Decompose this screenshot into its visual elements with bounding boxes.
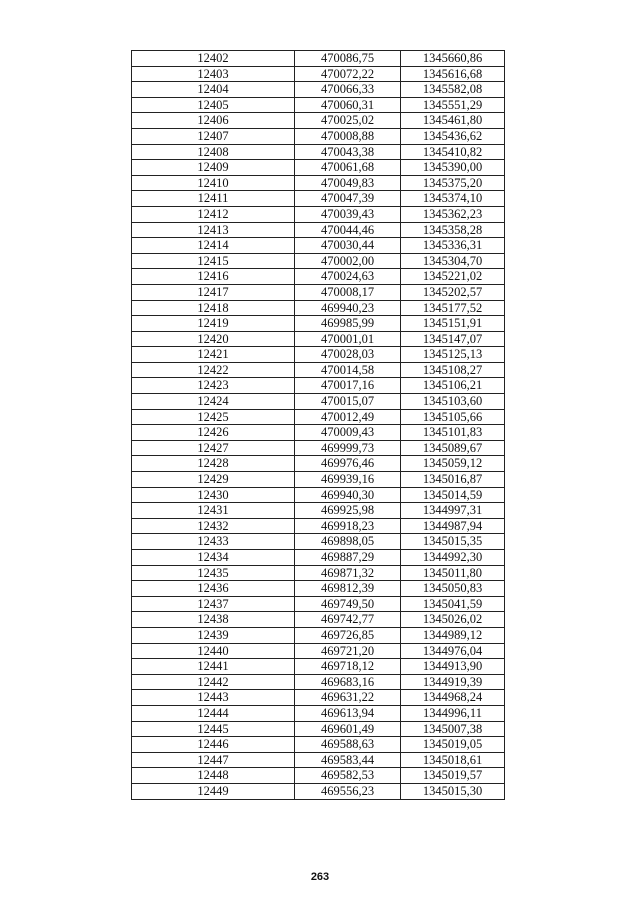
point-number-cell: 12402 [132, 51, 295, 67]
x-coordinate-cell: 470017,16 [295, 378, 401, 394]
x-coordinate-cell: 469749,50 [295, 596, 401, 612]
x-coordinate-cell: 469631,22 [295, 690, 401, 706]
x-coordinate-cell: 470060,31 [295, 97, 401, 113]
table-row [132, 97, 505, 113]
y-coordinate-cell: 1344913,90 [401, 659, 505, 675]
table-row [132, 690, 505, 706]
table-row [132, 768, 505, 784]
x-coordinate-cell: 470015,07 [295, 394, 401, 410]
x-coordinate-cell: 470049,83 [295, 175, 401, 191]
point-number-cell: 12424 [132, 394, 295, 410]
point-number-cell: 12445 [132, 721, 295, 737]
coordinates-table-body [132, 51, 505, 800]
point-number-cell: 12415 [132, 253, 295, 269]
x-coordinate-cell: 469742,77 [295, 612, 401, 628]
point-number-cell: 12427 [132, 440, 295, 456]
x-coordinate-cell: 469683,16 [295, 674, 401, 690]
point-number-cell: 12433 [132, 534, 295, 550]
point-number-cell: 12428 [132, 456, 295, 472]
point-number-cell: 12430 [132, 487, 295, 503]
table-row [132, 783, 505, 799]
point-number-cell: 12432 [132, 518, 295, 534]
point-number-cell: 12443 [132, 690, 295, 706]
y-coordinate-cell: 1345015,30 [401, 783, 505, 799]
y-coordinate-cell: 1345019,05 [401, 737, 505, 753]
table-row [132, 160, 505, 176]
y-coordinate-cell: 1344987,94 [401, 518, 505, 534]
table-row [132, 705, 505, 721]
y-coordinate-cell: 1345014,59 [401, 487, 505, 503]
point-number-cell: 12422 [132, 362, 295, 378]
x-coordinate-cell: 470001,01 [295, 331, 401, 347]
x-coordinate-cell: 469940,30 [295, 487, 401, 503]
x-coordinate-cell: 469925,98 [295, 503, 401, 519]
y-coordinate-cell: 1344968,24 [401, 690, 505, 706]
point-number-cell: 12414 [132, 238, 295, 254]
table-row [132, 253, 505, 269]
point-number-cell: 12404 [132, 82, 295, 98]
point-number-cell: 12440 [132, 643, 295, 659]
point-number-cell: 12435 [132, 565, 295, 581]
y-coordinate-cell: 1345436,62 [401, 128, 505, 144]
y-coordinate-cell: 1345016,87 [401, 472, 505, 488]
y-coordinate-cell: 1345336,31 [401, 238, 505, 254]
table-row [132, 394, 505, 410]
x-coordinate-cell: 470024,63 [295, 269, 401, 285]
point-number-cell: 12429 [132, 472, 295, 488]
y-coordinate-cell: 1345015,35 [401, 534, 505, 550]
page-number: 263 [310, 871, 330, 883]
x-coordinate-cell: 469601,49 [295, 721, 401, 737]
x-coordinate-cell: 469887,29 [295, 550, 401, 566]
point-number-cell: 12419 [132, 316, 295, 332]
table-row [132, 581, 505, 597]
point-number-cell: 12438 [132, 612, 295, 628]
y-coordinate-cell: 1345105,66 [401, 409, 505, 425]
x-coordinate-cell: 470061,68 [295, 160, 401, 176]
x-coordinate-cell: 470039,43 [295, 206, 401, 222]
coordinates-table [131, 50, 505, 800]
table-row [132, 721, 505, 737]
table-row [132, 503, 505, 519]
y-coordinate-cell: 1344976,04 [401, 643, 505, 659]
table-row [132, 534, 505, 550]
x-coordinate-cell: 469898,05 [295, 534, 401, 550]
point-number-cell: 12403 [132, 66, 295, 82]
y-coordinate-cell: 1345089,67 [401, 440, 505, 456]
y-coordinate-cell: 1345551,29 [401, 97, 505, 113]
y-coordinate-cell: 1345106,21 [401, 378, 505, 394]
table-row [132, 409, 505, 425]
table-row [132, 596, 505, 612]
x-coordinate-cell: 470086,75 [295, 51, 401, 67]
point-number-cell: 12447 [132, 752, 295, 768]
y-coordinate-cell: 1344919,39 [401, 674, 505, 690]
y-coordinate-cell: 1345103,60 [401, 394, 505, 410]
table-row [132, 378, 505, 394]
table-row [132, 752, 505, 768]
y-coordinate-cell: 1344997,31 [401, 503, 505, 519]
table-row [132, 51, 505, 67]
x-coordinate-cell: 470066,33 [295, 82, 401, 98]
table-row [132, 331, 505, 347]
table-row [132, 222, 505, 238]
x-coordinate-cell: 469976,46 [295, 456, 401, 472]
x-coordinate-cell: 470002,00 [295, 253, 401, 269]
x-coordinate-cell: 469812,39 [295, 581, 401, 597]
x-coordinate-cell: 470012,49 [295, 409, 401, 425]
table-row [132, 238, 505, 254]
y-coordinate-cell: 1345125,13 [401, 347, 505, 363]
y-coordinate-cell: 1345177,52 [401, 300, 505, 316]
point-number-cell: 12410 [132, 175, 295, 191]
table-row [132, 612, 505, 628]
x-coordinate-cell: 470030,44 [295, 238, 401, 254]
x-coordinate-cell: 469583,44 [295, 752, 401, 768]
y-coordinate-cell: 1345202,57 [401, 284, 505, 300]
point-number-cell: 12434 [132, 550, 295, 566]
table-row [132, 456, 505, 472]
y-coordinate-cell: 1345390,00 [401, 160, 505, 176]
table-row [132, 300, 505, 316]
x-coordinate-cell: 469999,73 [295, 440, 401, 456]
table-row [132, 550, 505, 566]
y-coordinate-cell: 1345221,02 [401, 269, 505, 285]
point-number-cell: 12431 [132, 503, 295, 519]
point-number-cell: 12411 [132, 191, 295, 207]
table-row [132, 518, 505, 534]
point-number-cell: 12449 [132, 783, 295, 799]
x-coordinate-cell: 470025,02 [295, 113, 401, 129]
point-number-cell: 12409 [132, 160, 295, 176]
x-coordinate-cell: 470043,38 [295, 144, 401, 160]
table-row [132, 674, 505, 690]
point-number-cell: 12418 [132, 300, 295, 316]
y-coordinate-cell: 1345147,07 [401, 331, 505, 347]
x-coordinate-cell: 470044,46 [295, 222, 401, 238]
y-coordinate-cell: 1344996,11 [401, 705, 505, 721]
table-row [132, 362, 505, 378]
table-row [132, 128, 505, 144]
table-row [132, 144, 505, 160]
x-coordinate-cell: 469940,23 [295, 300, 401, 316]
point-number-cell: 12446 [132, 737, 295, 753]
table-row [132, 175, 505, 191]
table-row [132, 659, 505, 675]
point-number-cell: 12441 [132, 659, 295, 675]
point-number-cell: 12448 [132, 768, 295, 784]
y-coordinate-cell: 1345582,08 [401, 82, 505, 98]
x-coordinate-cell: 469871,32 [295, 565, 401, 581]
y-coordinate-cell: 1345362,23 [401, 206, 505, 222]
table-row [132, 269, 505, 285]
y-coordinate-cell: 1345151,91 [401, 316, 505, 332]
point-number-cell: 12442 [132, 674, 295, 690]
table-row [132, 284, 505, 300]
table-row [132, 347, 505, 363]
x-coordinate-cell: 469582,53 [295, 768, 401, 784]
point-number-cell: 12437 [132, 596, 295, 612]
y-coordinate-cell: 1345026,02 [401, 612, 505, 628]
y-coordinate-cell: 1344989,12 [401, 627, 505, 643]
x-coordinate-cell: 469613,94 [295, 705, 401, 721]
point-number-cell: 12408 [132, 144, 295, 160]
x-coordinate-cell: 470047,39 [295, 191, 401, 207]
table-row [132, 191, 505, 207]
y-coordinate-cell: 1345616,68 [401, 66, 505, 82]
point-number-cell: 12416 [132, 269, 295, 285]
y-coordinate-cell: 1345660,86 [401, 51, 505, 67]
x-coordinate-cell: 469726,85 [295, 627, 401, 643]
point-number-cell: 12406 [132, 113, 295, 129]
point-number-cell: 12436 [132, 581, 295, 597]
y-coordinate-cell: 1345304,70 [401, 253, 505, 269]
table-row [132, 82, 505, 98]
point-number-cell: 12426 [132, 425, 295, 441]
y-coordinate-cell: 1345375,20 [401, 175, 505, 191]
x-coordinate-cell: 469588,63 [295, 737, 401, 753]
y-coordinate-cell: 1345374,10 [401, 191, 505, 207]
point-number-cell: 12417 [132, 284, 295, 300]
table-row [132, 737, 505, 753]
table-row [132, 643, 505, 659]
table-row [132, 66, 505, 82]
x-coordinate-cell: 469918,23 [295, 518, 401, 534]
y-coordinate-cell: 1345059,12 [401, 456, 505, 472]
x-coordinate-cell: 470028,03 [295, 347, 401, 363]
y-coordinate-cell: 1345461,80 [401, 113, 505, 129]
x-coordinate-cell: 469718,12 [295, 659, 401, 675]
table-row [132, 316, 505, 332]
x-coordinate-cell: 469939,16 [295, 472, 401, 488]
x-coordinate-cell: 470008,17 [295, 284, 401, 300]
table-row [132, 487, 505, 503]
point-number-cell: 12413 [132, 222, 295, 238]
x-coordinate-cell: 469556,23 [295, 783, 401, 799]
y-coordinate-cell: 1345011,80 [401, 565, 505, 581]
x-coordinate-cell: 470014,58 [295, 362, 401, 378]
y-coordinate-cell: 1344992,30 [401, 550, 505, 566]
x-coordinate-cell: 469721,20 [295, 643, 401, 659]
table-row [132, 113, 505, 129]
y-coordinate-cell: 1345410,82 [401, 144, 505, 160]
point-number-cell: 12412 [132, 206, 295, 222]
y-coordinate-cell: 1345019,57 [401, 768, 505, 784]
x-coordinate-cell: 470072,22 [295, 66, 401, 82]
point-number-cell: 12421 [132, 347, 295, 363]
x-coordinate-cell: 470009,43 [295, 425, 401, 441]
y-coordinate-cell: 1345007,38 [401, 721, 505, 737]
table-row [132, 440, 505, 456]
table-row [132, 425, 505, 441]
point-number-cell: 12407 [132, 128, 295, 144]
point-number-cell: 12425 [132, 409, 295, 425]
x-coordinate-cell: 469985,99 [295, 316, 401, 332]
table-row [132, 627, 505, 643]
x-coordinate-cell: 470008,88 [295, 128, 401, 144]
y-coordinate-cell: 1345101,83 [401, 425, 505, 441]
point-number-cell: 12405 [132, 97, 295, 113]
y-coordinate-cell: 1345358,28 [401, 222, 505, 238]
point-number-cell: 12439 [132, 627, 295, 643]
table-row [132, 565, 505, 581]
table-row [132, 206, 505, 222]
point-number-cell: 12423 [132, 378, 295, 394]
point-number-cell: 12444 [132, 705, 295, 721]
y-coordinate-cell: 1345108,27 [401, 362, 505, 378]
point-number-cell: 12420 [132, 331, 295, 347]
table-row [132, 472, 505, 488]
y-coordinate-cell: 1345050,83 [401, 581, 505, 597]
y-coordinate-cell: 1345018,61 [401, 752, 505, 768]
y-coordinate-cell: 1345041,59 [401, 596, 505, 612]
